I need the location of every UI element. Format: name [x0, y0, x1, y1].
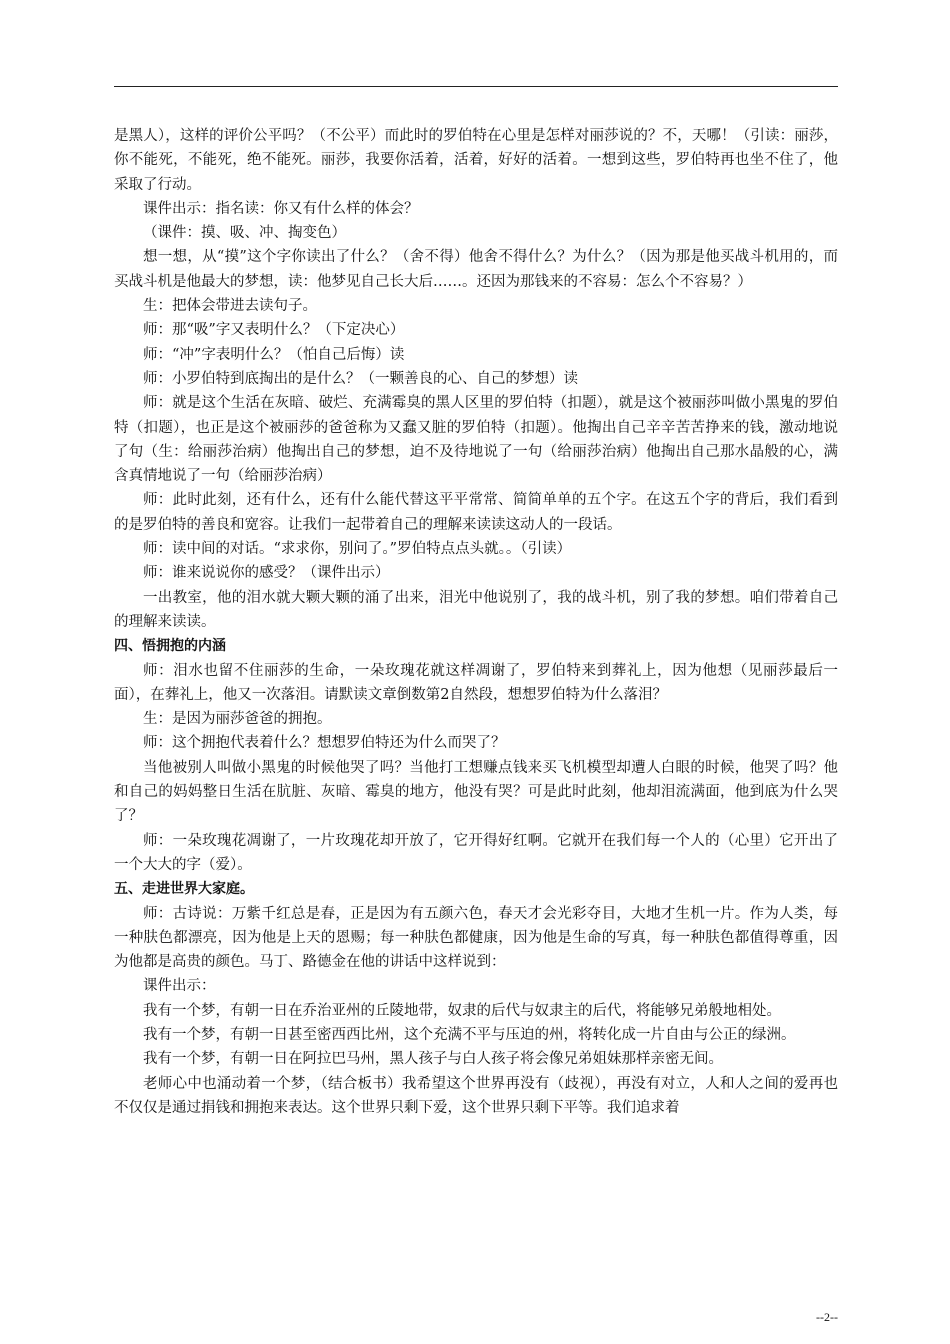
paragraph: 是黑人），这样的评价公平吗？（不公平）而此时的罗伯特在心里是怎样对丽莎说的？不，天哪！（引读：丽莎，你不能死，不能死，绝不能死。丽莎，我要你活着，活着，好好的活着。一想到这些，罗伯特再也坐不住了，他采取了行动。 — [114, 128, 838, 193]
section-heading: 五、走进世界大家庭。 — [114, 881, 254, 898]
paragraph: 师：古诗说：万紫千红总是春，正是因为有五颜六色，春天才会光彩夺目，大地才生机一片。作为人类，每一种肤色都漂亮，因为他是上天的恩赐；每一种肤色都健康，因为他是生命的写真，每一种肤色都值得尊重，因为他都是高贵的颜色。马丁、路德金在他的讲话中这样说到： — [114, 905, 838, 971]
paragraph: 师：就是这个生活在灰暗、破烂、充满霉臭的黑人区里的罗伯特（扣题），就是这个被丽莎叫做小黑鬼的罗伯特（扣题），也正是这个被丽莎的爸爸称为又蠢又脏的罗伯特（扣题）。他掏出自己辛辛苦苦挣来的钱，激动地说了句（生：给丽莎治病）他掏出自己的梦想，迫不及待地说了一句（给丽莎治病）他掏出自己那水晶般的心，满含真情地说了一句（给丽莎治病） — [114, 395, 838, 485]
header-rule — [114, 86, 838, 87]
paragraph: 一出教室，他的泪水就大颗大颗的涌了出来，泪光中他说别了，我的战斗机，别了我的梦想。咱们带着自己的理解来读读。 — [114, 589, 838, 630]
paragraph: 师：一朵玫瑰花凋谢了，一片玫瑰花却开放了，它开得好红啊。它就开在我们每一个人的（心里）它开出了一个大大的字（爱）。 — [114, 832, 838, 873]
section-heading: 四、悟拥抱的内涵 — [114, 638, 226, 655]
paragraph: 师：这个拥抱代表着什么？想想罗伯特还为什么而哭了？ — [143, 735, 506, 752]
paragraph: 师：读中间的对话。“求求你，别问了。”罗伯特点点头就。。（引读） — [143, 541, 572, 558]
paragraph: 师：那“吸”字又表明什么？（下定决心） — [143, 322, 405, 339]
paragraph: （课件：摸、吸、冲、掏变色） — [143, 225, 346, 242]
paragraph: 师：小罗伯特到底掏出的是什么？（一颗善良的心、自己的梦想）读 — [143, 370, 578, 387]
page-number: --2-- — [816, 1310, 838, 1324]
paragraph: 师：此时此刻，还有什么，还有什么能代替这平平常常、简简单单的五个字。在这五个字的背后，我们看到的是罗伯特的善良和宽容。让我们一起带着自己的理解来读读这动人的一段话。 — [114, 492, 838, 533]
paragraph: 我有一个梦，有朝一日在乔治亚州的丘陵地带，奴隶的后代与奴隶主的后代，将能够兄弟般地相处。 — [143, 1002, 781, 1019]
paragraph: 想一想，从“摸”这个字你读出了什么？（舍不得）他舍不得什么？为什么？（因为那是他买战斗机用的，而买战斗机是他最大的梦想，读：他梦见自己长大后……。还因为那钱来的不容易：怎么个不容易？） — [114, 249, 838, 290]
paragraph: 师：“冲”字表明什么？（怕自己后悔）读 — [143, 346, 405, 363]
paragraph: 我有一个梦，有朝一日在阿拉巴马州，黑人孩子与白人孩子将会像兄弟姐妹那样亲密无间。 — [143, 1051, 723, 1068]
paragraph: 课件出示：指名读：你又有什么样的体会？ — [143, 200, 419, 217]
paragraph: 课件出示： — [143, 978, 216, 995]
paragraph: 师：谁来说说你的感受？（课件出示） — [143, 565, 390, 582]
paragraph: 师：泪水也留不住丽莎的生命，一朵玫瑰花就这样凋谢了，罗伯特来到葬礼上，因为他想（见丽莎最后一面），在葬礼上，他又一次落泪。请默读文章倒数第2自然段，想想罗伯特为什么落泪？ — [114, 662, 838, 703]
paragraph: 当他被别人叫做小黑鬼的时候他哭了吗？当他打工想赚点钱来买飞机模型却遭人白眼的时候，他哭了吗？他和自己的妈妈整日生活在肮脏、灰暗、霉臭的地方，他没有哭？可是此时此刻，他却泪流满面，他到底为什么哭了？ — [114, 759, 838, 825]
paragraph: 老师心中也涌动着一个梦，（结合板书）我希望这个世界再没有（歧视），再没有对立，人和人之间的爱再也不仅仅是通过捐钱和拥抱来表达。这个世界只剩下爱，这个世界只剩下平等。我们追求着 — [114, 1075, 838, 1116]
paragraph: 生：把体会带进去读句子。 — [143, 298, 317, 315]
paragraph: 生：是因为丽莎爸爸的拥抱。 — [143, 711, 332, 728]
document-body — [114, 124, 838, 1120]
paragraph: 我有一个梦，有朝一日甚至密西西比州，这个充满不平与压迫的州，将转化成一片自由与公正的绿洲。 — [143, 1026, 796, 1043]
